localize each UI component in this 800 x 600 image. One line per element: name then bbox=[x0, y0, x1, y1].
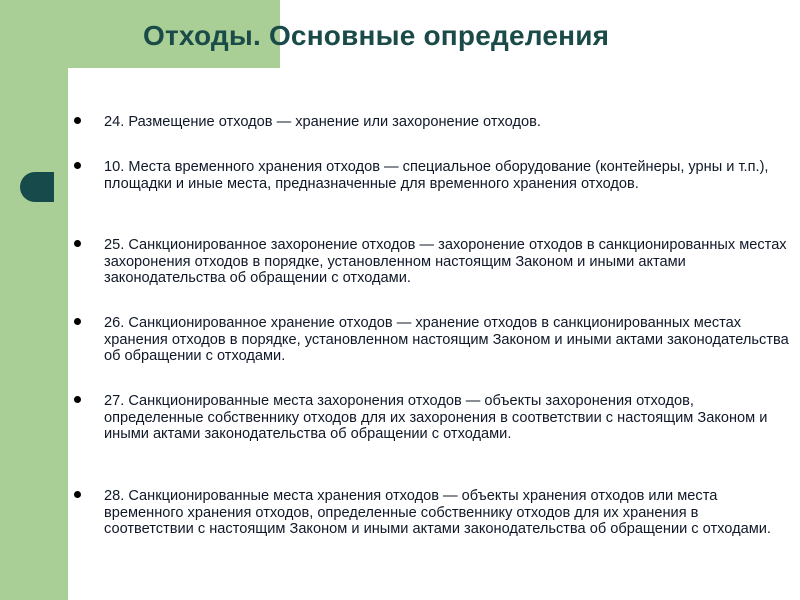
definition-text: 26. Санкционированное хранение отходов — хранение отходов в санкционированных местах хранения отходов в порядке, установленном настоящим Законом и иными актами законодательства об обращении с отходами. bbox=[104, 315, 789, 365]
bullet-icon bbox=[74, 318, 81, 325]
side-tab-marker bbox=[20, 172, 54, 202]
definition-text: 24. Размещение отходов — хранение или захоронение отходов. bbox=[104, 114, 541, 130]
bullet-icon bbox=[74, 491, 81, 498]
bullet-icon bbox=[74, 162, 81, 169]
definition-text: 10. Места временного хранения отходов — специальное оборудование (контейнеры, урны и т.п.), площадки и иные места, предназначенные для временного хранения отходов. bbox=[104, 159, 769, 192]
definition-text: 28. Санкционированные места хранения отходов — объекты хранения отходов или места временного хранения отходов, определенные собственнику отходов для их хранения в соответствии с настоящим Законом и иными актами законодательства об обращении с отходами. bbox=[104, 488, 771, 538]
side-decor-band bbox=[0, 0, 68, 600]
bullet-icon bbox=[74, 396, 81, 403]
definition-text: 25. Санкционированное захоронение отходов — захоронение отходов в санкционированных местах захоронения отходов в порядке, установленном настоящим Законом и иными актами законодательства об обращении с отходами. bbox=[104, 237, 787, 287]
bullet-icon bbox=[74, 117, 81, 124]
bullet-icon bbox=[74, 240, 81, 247]
slide-title: Отходы. Основные определения bbox=[143, 20, 610, 51]
definition-text: 27. Санкционированные места захоронения отходов — объекты захоронения отходов, определенные собственнику отходов для их захоронения в соответствии с настоящим Законом и иными актами законодательства об обращении с отходами. bbox=[104, 393, 768, 443]
